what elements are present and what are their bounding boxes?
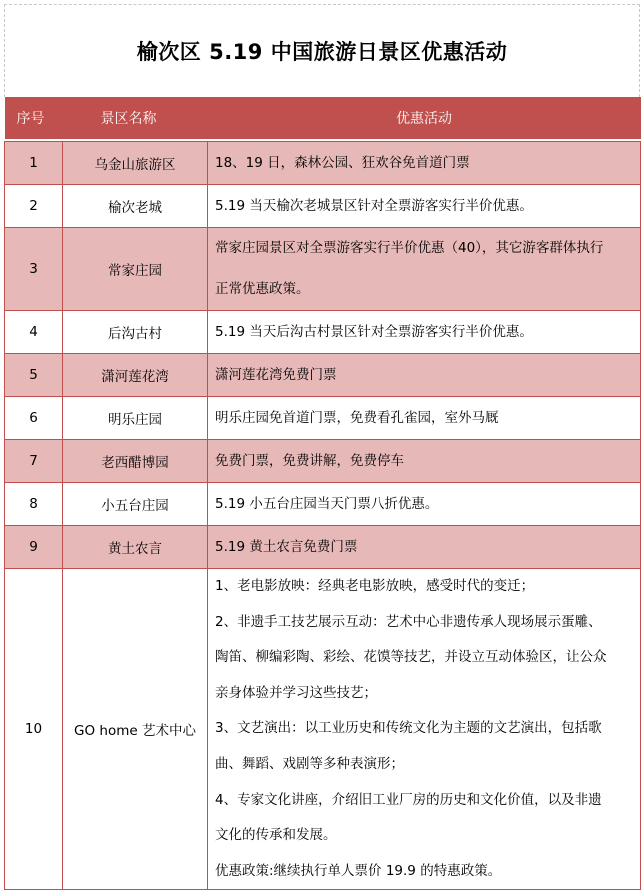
table-row [5,397,641,440]
promotion-line: 免费门票，免费讲解，免费停车 [215,453,404,469]
table-row [5,142,641,185]
promotion-line: 5.19 黄土农言免费门票 [215,539,358,555]
row-index: 1 [5,142,63,185]
table-row [5,354,641,397]
table-header-row [5,97,641,139]
scenic-area-name: 后沟古村 [63,311,208,354]
page-title: 榆次区 5.19 中国旅游日景区优惠活动 [136,40,508,64]
scenic-area-name: 老西醋博园 [63,440,208,483]
promotion-line: 4、专家文化讲座，介绍旧工业厂房的历史和文化价值，以及非遗 [215,791,602,808]
table-row [5,526,641,569]
promotion-line: 5.19 小五台庄园当天门票八折优惠。 [215,496,439,512]
promotion-line: 潇河莲花湾免费门票 [215,367,337,383]
promotion-activity [208,228,641,311]
table-row [5,311,641,354]
promotion-line: 5.19 当天榆次老城景区针对全票游客实行半价优惠。 [215,198,533,214]
promotion-line: 优惠政策:继续执行单人票价 19.9 的特惠政策。 [215,862,502,879]
promotion-activity [208,185,641,228]
promotion-activity [208,569,641,890]
promotion-line: 18、19 日，森林公园、狂欢谷免首道门票 [215,155,470,171]
promotion-line: 3、文艺演出：以工业历史和传统文化为主题的文艺演出，包括歌 [215,720,602,737]
promotion-activity [208,483,641,526]
row-index: 6 [5,397,63,440]
title-area [4,4,640,97]
table-row [5,569,641,890]
table-row [5,185,641,228]
row-index: 7 [5,440,63,483]
row-index: 5 [5,354,63,397]
promotion-line: 陶笛、柳编彩陶、彩绘、花馍等技艺，并设立互动体验区，让公众 [215,649,607,666]
promotion-line: 正常优惠政策。 [215,281,310,297]
header-index: 序号 [5,97,63,139]
row-index: 10 [5,569,63,890]
scenic-area-name: 黄土农言 [63,526,208,569]
promotion-activity [208,311,641,354]
scenic-area-name: 乌金山旅游区 [63,142,208,185]
table-row [5,440,641,483]
scenic-area-name: GO home 艺术中心 [63,569,208,890]
row-index: 3 [5,228,63,311]
scenic-area-name: 常家庄园 [63,228,208,311]
table-row [5,483,641,526]
promotion-line: 常家庄园景区对全票游客实行半价优惠（40），其它游客群体执行 [215,240,604,256]
promotion-line: 5.19 当天后沟古村景区针对全票游客实行半价优惠。 [215,324,533,340]
scenic-area-name: 明乐庄园 [63,397,208,440]
header-promotion: 优惠活动 [208,97,641,139]
scenic-area-name: 榆次老城 [63,185,208,228]
row-index: 9 [5,526,63,569]
table-row [5,228,641,311]
promotion-activity [208,397,641,440]
promotion-line: 亲身体验并学习这些技艺； [215,684,377,701]
header-scenic-name: 景区名称 [63,97,208,139]
promotion-activity [208,440,641,483]
promotion-line: 2、非遗手工技艺展示互动：艺术中心非遗传承人现场展示蛋雕、 [215,613,602,630]
promotion-activity [208,142,641,185]
promotion-line: 明乐庄园免首道门票，免费看孔雀园，室外马厩 [215,410,499,426]
promotion-activity [208,354,641,397]
scenic-area-name: 小五台庄园 [63,483,208,526]
promotion-activity [208,526,641,569]
promotion-line: 1、老电影放映：经典老电影放映，感受时代的变迁； [215,578,535,594]
promotion-line: 曲、舞蹈、戏剧等多种表演形； [215,755,404,772]
row-index: 2 [5,185,63,228]
promotions-table [4,97,641,890]
row-index: 4 [5,311,63,354]
promotion-line: 文化的传承和发展。 [215,827,337,844]
scenic-area-name: 潇河莲花湾 [63,354,208,397]
row-index: 8 [5,483,63,526]
